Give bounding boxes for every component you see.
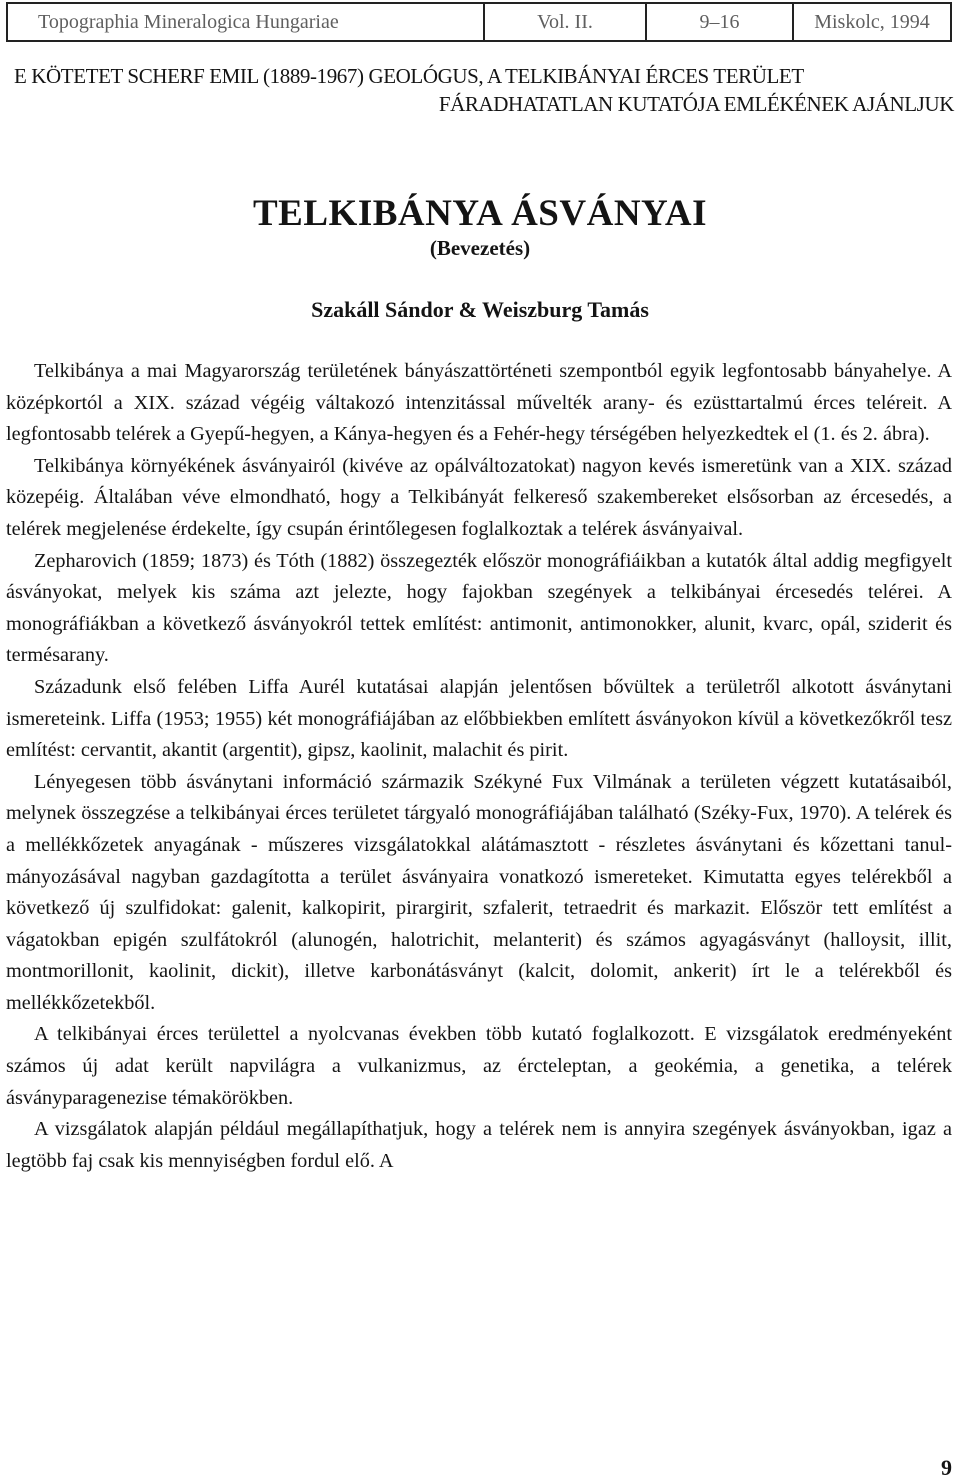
page-number: 9 — [941, 1455, 952, 1480]
dedication — [0, 62, 954, 118]
journal-name: Topographia Mineralogica Hungariae — [8, 4, 485, 40]
volume-number: Vol. II. — [485, 4, 647, 40]
paragraph: Telkibánya a mai Magyarország területének bányászattörténeti szempontból egyik legfontosabb bányahelye. A középkortól a XIX. század végéig váltakozó intenzitással művelték arany- és ezüsttartalmú érces teléreit. A legfontosabb telérek a Gyepű-hegyen, a Kánya-hegyen és a Fehér-hegy térségében helyezkedtek el (1. és 2. ábra). — [6, 360, 952, 446]
paragraph: Zepharovich (1859; 1873) és Tóth (1882) összegezték először monográfiáikban a kutatók által addig megfigyelt ásványokat, melyek kis száma azt jelezte, hogy fajokban szegények a telkibányai ércesedés telérei. A monográfiákban a következő ásványokról tettek említést: antimonit, antimonokker, alunit, kvarc, opál, sziderit és termésarany. — [6, 549, 952, 667]
paragraph: Századunk első felében Liffa Aurél kutatásai alapján jelentősen bővültek a területről alkotott ásványtani ismereteink. Liffa (1953; 1955) két monográfiájában az előbbiekben említett ásványokon kívül a következőkről tesz említést: cervantit, akantit (argentit), gipsz, kaolinit, malachit és pirit. — [6, 675, 952, 762]
paragraph: A vizsgálatok alapján például megállapíthatjuk, hogy a telérek nem is annyira szegények ásványokban, igaz a legtöbb faj csak kis mennyiségben fordul elő. A — [6, 1118, 952, 1172]
place-year: Miskolc, 1994 — [814, 10, 930, 33]
paragraph: A telkibányai érces területtel a nyolcvanas években több kutató foglalkozott. E vizsgálatok eredményeként számos új adat került napvilágra a vulkanizmus, az ércteleptan, a geokémia, a genetika, a telérek ásványparagenezise témakörökben. — [6, 1023, 952, 1109]
paragraph: Lényegesen több ásványtani információ származik Székyné Fux Vilmának a területen végzett kutatásaiból, melynek összegzése a telkibányai érces területet tárgyaló monográfiájában található (Széky-Fux, 1970). A telérek és a mellékkőzetek anyagának - műszeres vizsgálatokkal alátámasztott - részletes ásványtani és kőzettani tanulmányozásával nagyban gazdagította a terület ásványaira vonatkozó ismereteket. Kimutatta egyes telérekből a következő új szulfidokat: galenit, kalkopirit, pirargirit, szfalerit, tetraedrit és markazit. Először tett említést a vágatokban epigén szulfátokról (alunogén, halotrichit, melanterit) és számos agyagásványt (halloysit, illit, montmorillonit, kaolinit, dickit), illetve karbonátásványt (kalcit, dolomit, ankerit) írt le a telérekből és mellékkőzetekből. — [6, 770, 952, 1014]
article-subtitle: (Bevezetés) — [429, 236, 531, 260]
article-title: TELKIBÁNYA ÁSVÁNYAI — [253, 193, 707, 234]
body-text — [6, 356, 952, 1177]
article-authors: Szakáll Sándor & Weiszburg Tamás — [311, 297, 649, 322]
running-header — [6, 2, 952, 42]
dedication-line-1: E KÖTETET SCHERF EMIL (1889-1967) GEOLÓGUS, A TELKIBÁNYAI ÉRCES TERÜLET — [14, 64, 804, 88]
page-range: 9–16 — [647, 4, 794, 40]
dedication-line-2: FÁRADHATATLAN KUTATÓJA EMLÉKÉNEK AJÁNLJUK — [438, 92, 954, 116]
paragraph: Telkibánya környékének ásványairól (kivéve az opálváltozatokat) nagyon kevés ismeretünk van a XIX. század közepéig. Általában véve elmondható, hogy a Telkibányát felkereső szakembereket elsősorban az ércesedés, a telérek megjelenése érdekelte, így csupán érintőlegesen foglalkoztak a telérek ásványaival. — [6, 454, 952, 540]
